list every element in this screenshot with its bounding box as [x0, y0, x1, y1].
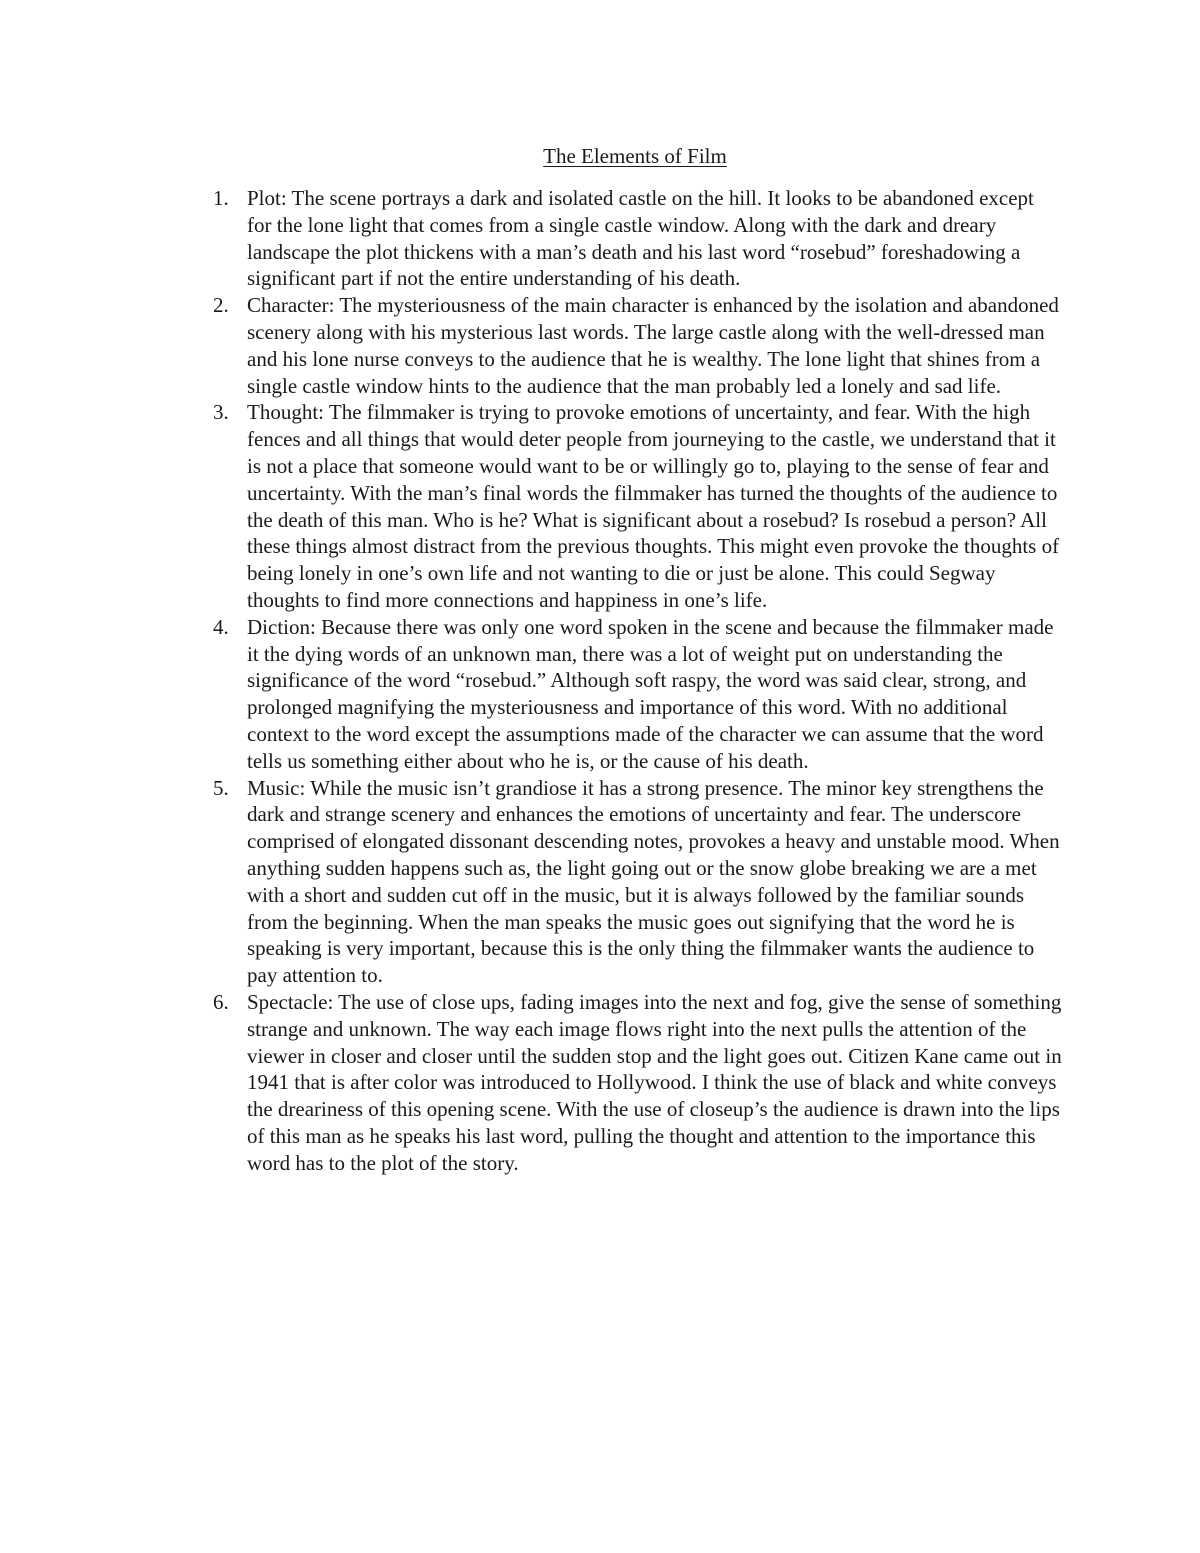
list-item-number: 6.	[213, 989, 229, 1014]
list-item-number: 2.	[213, 293, 229, 318]
list-item-text: Spectacle: The use of close ups, fading images into the next and fog, give the sense of something strange and unknown. The way each image flows right into the next pulls the attention of the viewer in closer and closer until the sudden stop and the light goes out. Citizen Kane came out in 1941 that is after color was introduced to Hollywood. I think the use of black and white conveys the dreariness of this opening scene. With the use of closeup’s the audience is drawn into the lips of this man as he speaks his last word, pulling the thought and attention to the importance this word has to the plot of the story.	[247, 989, 1062, 1175]
list-item-number: 3.	[213, 400, 229, 425]
list-item-number: 4.	[213, 614, 229, 639]
elements-list	[0, 185, 1200, 1176]
list-item-text: Plot: The scene portrays a dark and isolated castle on the hill. It looks to be abandoned except for the lone light that comes from a single castle window. Along with the dark and dreary landscape the plot thickens with a man’s death and his last word “rosebud” foreshadowing a significant part if not the entire understanding of his death.	[247, 186, 1034, 291]
list-item	[0, 775, 1200, 989]
list-item-text: Character: The mysteriousness of the main character is enhanced by the isolation and abandoned scenery along with his mysterious last words. The large castle along with the well-dressed man and his lone nurse conveys to the audience that he is wealthy. The lone light that shines from a single castle window hints to the audience that the man probably led a lonely and sad life.	[247, 293, 1059, 398]
list-item-number: 1.	[213, 186, 229, 210]
list-item	[0, 292, 1200, 399]
document-title: The Elements of Film	[543, 144, 727, 168]
list-item	[0, 185, 1200, 292]
list-item-text: Diction: Because there was only one word spoken in the scene and because the filmmaker made it the dying words of an unknown man, there was a lot of weight put on understanding the significance of the word “rosebud.” Although soft raspy, the word was said clear, strong, and prolonged magnifying the mysteriousness and importance of this word. With no additional context to the word except the assumptions made of the character we can assume that the word tells us something either about who he is, or the cause of his death.	[247, 614, 1054, 773]
list-item-number: 5.	[213, 775, 229, 800]
list-item	[0, 614, 1200, 775]
list-item	[0, 399, 1200, 613]
list-item-text: Music: While the music isn’t grandiose it has a strong presence. The minor key strengthens the dark and strange scenery and enhances the emotions of uncertainty and fear. The underscore comprised of elongated dissonant descending notes, provokes a heavy and unstable mood. When anything sudden happens such as, the light going out or the snow globe breaking we are a met with a short and sudden cut off in the music, but it is always followed by the familiar sounds from the beginning. When the man speaks the music goes out signifying that the word he is speaking is very important, because this is the only thing the filmmaker wants the audience to pay attention to.	[247, 775, 1060, 988]
list-item-text: Thought: The filmmaker is trying to provoke emotions of uncertainty, and fear. With the high fences and all things that would deter people from journeying to the castle, we understand that it is not a place that someone would want to be or willingly go to, playing to the sense of fear and uncertainty. With the man’s final words the filmmaker has turned the thoughts of the audience to the death of this man. Who is he? What is significant about a rosebud? Is rosebud a person? All these things almost distract from the previous thoughts. This might even provoke the thoughts of being lonely in one’s own life and not wanting to die or just be alone. This could Segway thoughts to find more connections and happiness in one’s life.	[247, 400, 1060, 612]
list-item	[0, 989, 1200, 1177]
